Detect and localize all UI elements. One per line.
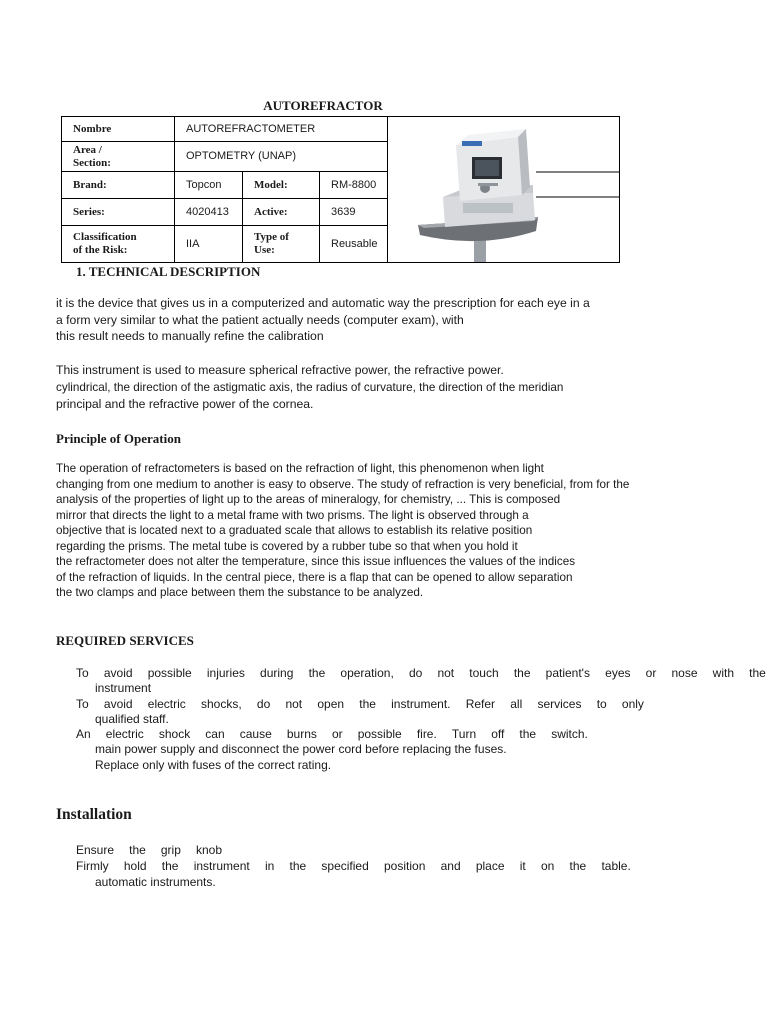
word: operation,: [340, 666, 394, 680]
word: the: [308, 666, 326, 680]
word: Ensure: [76, 843, 115, 857]
word: or: [331, 727, 343, 741]
word: services: [537, 697, 582, 711]
word: eyes: [605, 666, 631, 680]
principle-text: [56, 461, 629, 601]
type-label-line1: Type of: [254, 231, 289, 243]
nombre-label: Nombre: [62, 117, 175, 142]
para1-line: a form very similar to what the patient actually needs (computer exam), with: [56, 312, 464, 327]
word: the: [519, 727, 537, 741]
word: shock: [158, 727, 191, 741]
word: do: [256, 697, 271, 711]
word: with: [712, 666, 735, 680]
word: Turn: [451, 727, 477, 741]
service-item-2-cont: qualified staff.: [95, 712, 169, 726]
brand-value: Topcon: [175, 172, 243, 199]
word: instrument.: [391, 697, 451, 711]
word: instrument: [193, 859, 250, 873]
para1-line: it is the device that gives us in a computerized and automatic way the prescription for each eye in a: [56, 296, 590, 310]
word: the: [289, 859, 307, 873]
type-label: [243, 226, 320, 263]
word: avoid: [103, 666, 133, 680]
word: hold: [123, 859, 147, 873]
area-label-line2: Section:: [73, 156, 111, 169]
principle-heading: Principle of Operation: [56, 431, 181, 446]
model-value: RM-8800: [320, 172, 388, 199]
technical-description-para2: [56, 362, 563, 413]
para2-line: This instrument is used to measure spherical refractive power, the refractive power.: [56, 363, 504, 377]
technical-description-para1: [56, 295, 590, 345]
word: the: [513, 666, 531, 680]
word: To: [76, 697, 89, 711]
word: Firmly: [76, 859, 109, 873]
word: the: [569, 859, 587, 873]
word: possible: [147, 666, 192, 680]
word: not: [437, 666, 455, 680]
word: electric: [147, 697, 186, 711]
classification-label-line1: Classification: [73, 231, 137, 243]
principle-line: the two clamps and place between them the substance to be analyzed.: [56, 586, 424, 599]
principle-line: the refractometer does not alter the temperature, since this issue influences the values of the indices: [56, 555, 576, 568]
word: electric: [105, 727, 144, 741]
word: the: [359, 697, 376, 711]
type-value: Reusable: [320, 226, 388, 263]
model-label: Model:: [243, 172, 320, 199]
device-photo: [388, 117, 619, 262]
area-label-line1: Area /: [73, 143, 102, 156]
brand-label: Brand:: [62, 172, 175, 199]
classification-value: IIA: [175, 226, 243, 263]
active-label: Active:: [243, 199, 320, 226]
word: the: [129, 843, 146, 857]
service-item-3-cont1: main power supply and disconnect the power cord before replacing the fuses.: [95, 742, 507, 756]
word: shocks,: [201, 697, 242, 711]
word: on: [540, 859, 555, 873]
word: table.: [601, 859, 631, 873]
word: all: [510, 697, 523, 711]
principle-line: changing from one medium to another is easy to observe. The study of refraction is very beneficial, from for the: [56, 477, 630, 491]
series-value: 4020413: [175, 199, 243, 226]
word: can: [205, 727, 225, 741]
word: To: [76, 666, 89, 680]
principle-line: of the refraction of liquids. In the central piece, there is a flap that can be opened to allow separation: [56, 570, 573, 584]
para2-line: principal and the refractive power of the cornea.: [56, 397, 314, 411]
device-photo-cell: [388, 117, 620, 263]
word: the: [161, 859, 179, 873]
word: the: [749, 666, 766, 680]
service-item-1-cont: instrument: [95, 681, 152, 695]
para2-line: cylindrical, the direction of the astigmatic axis, the radius of curvature, the direction of the meridian: [56, 381, 564, 394]
word: not: [285, 697, 303, 711]
word: place: [475, 859, 505, 873]
installation-heading: Installation: [56, 806, 132, 823]
area-label: [62, 142, 175, 172]
service-item-2: [76, 697, 644, 711]
classification-label: [62, 226, 175, 263]
word: switch.: [551, 727, 588, 741]
word: touch: [469, 666, 499, 680]
word: cause: [239, 727, 272, 741]
type-label-line2: Use:: [254, 244, 275, 256]
word: it: [519, 859, 526, 873]
word: to: [596, 697, 607, 711]
required-services-heading: REQUIRED SERVICES: [56, 633, 194, 648]
document-title: AUTOREFRACTOR: [263, 98, 383, 113]
word: position: [384, 859, 426, 873]
active-value: 3639: [320, 199, 388, 226]
service-item-3: [76, 727, 588, 741]
word: burns: [286, 727, 317, 741]
classification-label-line2: of the Risk:: [73, 244, 128, 256]
service-item-1: [76, 666, 766, 680]
word: knob: [195, 843, 222, 857]
word: in: [264, 859, 275, 873]
word: during: [260, 666, 294, 680]
word: fire.: [416, 727, 437, 741]
word: possible: [357, 727, 402, 741]
spec-table: [61, 116, 620, 263]
word: do: [408, 666, 423, 680]
word: Refer: [465, 697, 496, 711]
principle-line: The operation of refractometers is based on the refraction of light, this phenomenon when light: [56, 462, 544, 475]
word: patient's: [545, 666, 590, 680]
word: and: [440, 859, 461, 873]
installation-item-2-cont: automatic instruments.: [95, 875, 216, 889]
principle-line: mirror that directs the light to a metal frame with two prisms. The light is observed through a: [56, 508, 529, 522]
installation-item-1: [76, 843, 222, 857]
principle-line: regarding the prisms. The metal tube is covered by a rubber tube so that when you hold it: [56, 539, 518, 553]
word: nose: [671, 666, 698, 680]
word: or: [645, 666, 657, 680]
para1-line: this result needs to manually refine the calibration: [56, 329, 324, 343]
principle-line: objective that is located next to a graduated scale that allows to establish its relative position: [56, 524, 533, 537]
nombre-value: AUTOREFRACTOMETER: [175, 117, 388, 142]
word: grip: [160, 843, 181, 857]
principle-line: analysis of the properties of light up to the areas of mineralogy, for chemistry, ... This is composed: [56, 493, 561, 506]
area-value: OPTOMETRY (UNAP): [175, 142, 388, 172]
installation-item-2: [76, 859, 631, 873]
service-item-3-cont2: Replace only with fuses of the correct rating.: [95, 758, 332, 772]
word: injuries: [206, 666, 245, 680]
word: specified: [321, 859, 369, 873]
word: only: [621, 697, 644, 711]
word: open: [317, 697, 345, 711]
word: avoid: [103, 697, 133, 711]
technical-description-heading: 1. TECHNICAL DESCRIPTION: [76, 264, 261, 279]
word: An: [76, 727, 91, 741]
series-label: Series:: [62, 199, 175, 226]
word: off: [491, 727, 505, 741]
